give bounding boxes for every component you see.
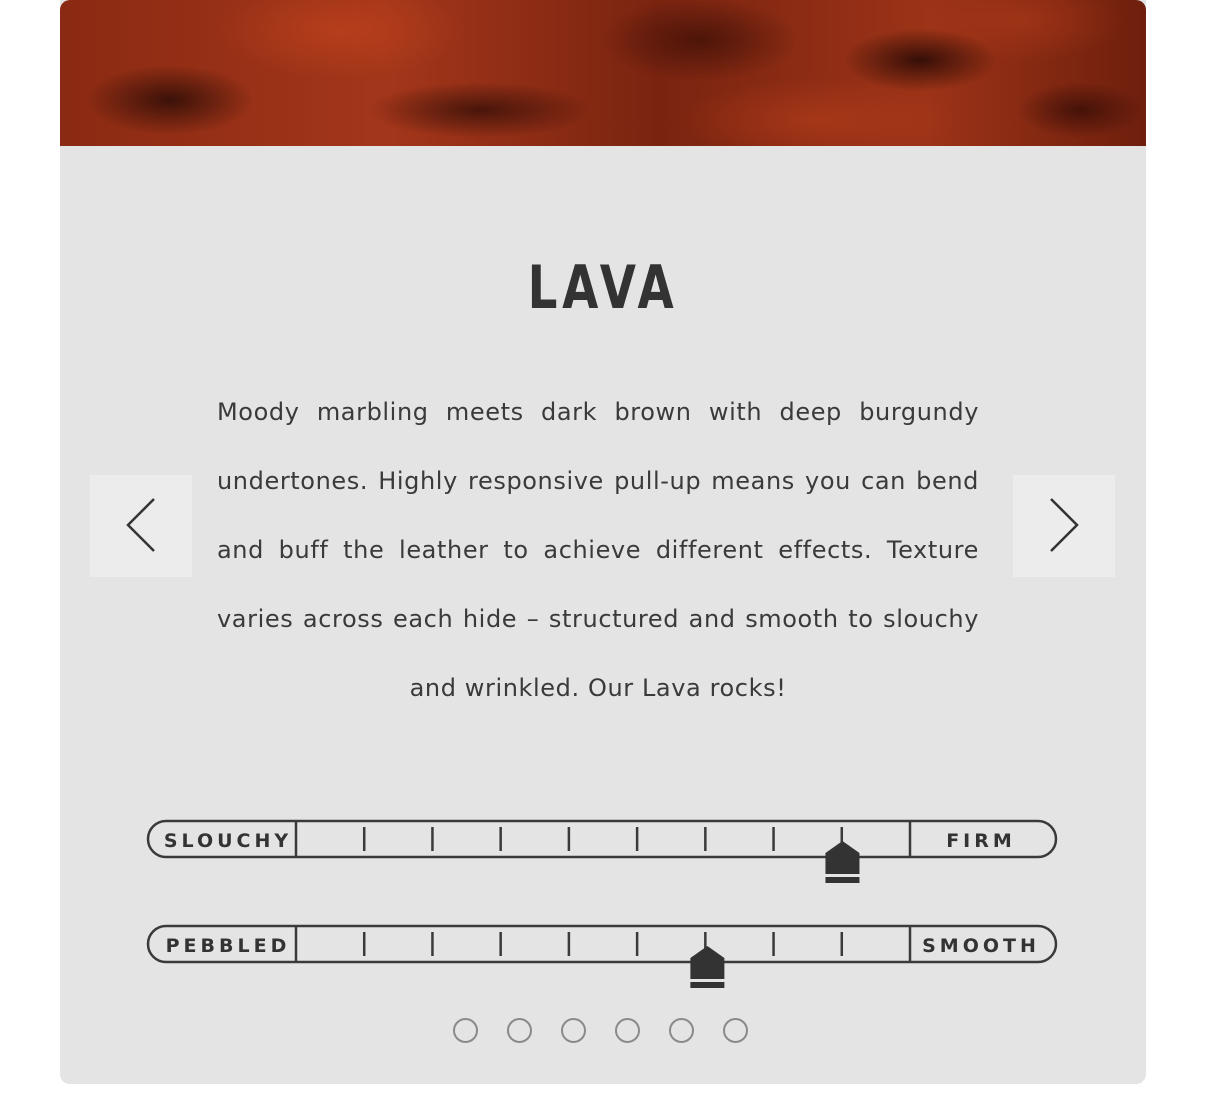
scale-right-label: FIRM [946,830,1016,852]
carousel-dot[interactable] [723,1018,748,1043]
chevron-right-icon [1013,475,1115,577]
scale-left-label: SLOUCHY [163,830,293,852]
leather-description: Moody marbling meets dark brown with deep burgundy undertones. Highly responsive pull-up means you can bend and buff the leather to achieve different effects. Texture varies across each hide – structured and smooth to slouchy and wrinkled. Our Lava rocks! [217,398,979,702]
leather-swatch-image [60,0,1146,146]
chevron-left-icon [90,475,192,577]
leather-card [60,0,1146,1084]
carousel-dot[interactable] [507,1018,532,1043]
next-button[interactable] [1013,475,1115,577]
carousel-dot[interactable] [453,1018,478,1043]
scale-left-label: PEBBLED [165,935,291,957]
carousel-dots [453,1018,753,1050]
firmness-scale [148,812,1058,892]
leather-title: LAVA [527,253,679,323]
previous-button[interactable] [90,475,192,577]
carousel-dot[interactable] [615,1018,640,1043]
scale-right-label: SMOOTH [922,935,1040,957]
carousel-dot[interactable] [669,1018,694,1043]
texture-scale [148,917,1058,997]
carousel-dot[interactable] [561,1018,586,1043]
